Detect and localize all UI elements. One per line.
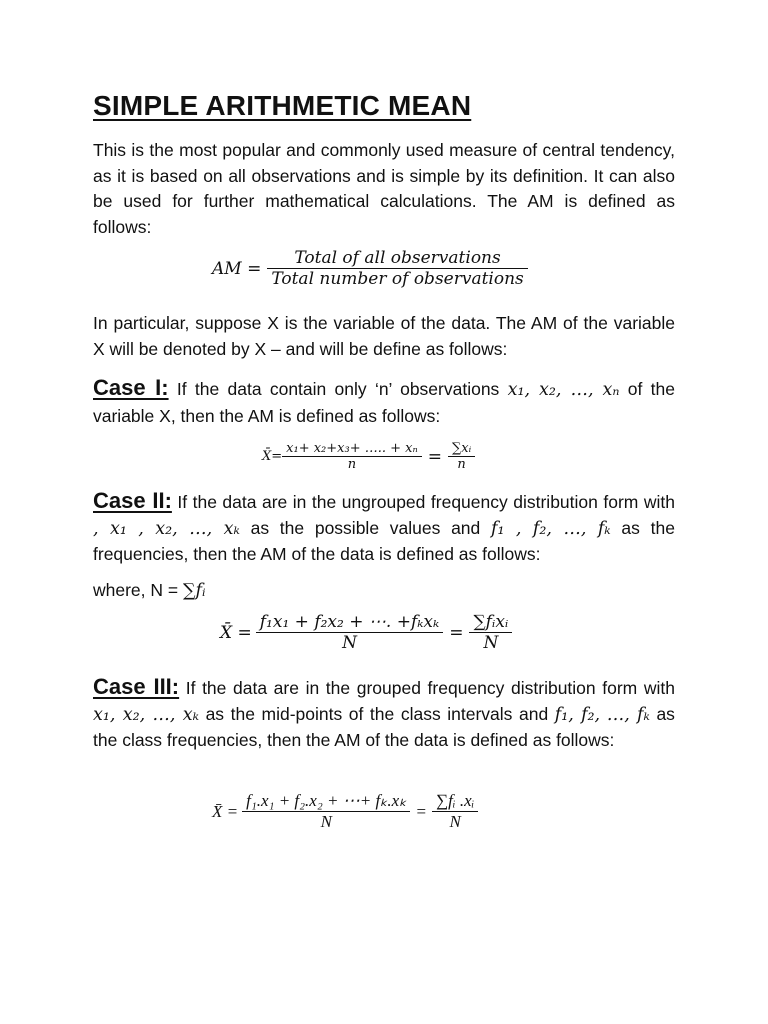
case3-vars-f2: …, fₖ	[606, 704, 650, 725]
case3-vars-f1: f₁, f₂,	[554, 704, 601, 725]
am-formula-numerator: Total of all observations	[294, 248, 501, 268]
case3-denominator-1: N	[320, 812, 332, 831]
case3-text-c: as the class frequencies, then the AM of the data is defined as follows:	[93, 703, 675, 750]
page-title: SIMPLE ARITHMETIC MEAN	[93, 90, 472, 121]
case2-formula-lhs: X̄ =	[220, 622, 252, 643]
am-formula-fraction	[267, 248, 527, 289]
case1-fraction-1	[282, 441, 422, 472]
case2-label: Case II:	[93, 488, 172, 513]
case2-numerator-2: ∑fᵢxᵢ	[473, 612, 509, 632]
case2-text-b: as the possible values and	[250, 517, 481, 538]
intro-paragraph: This is the most popular and commonly used measure of central tendency, as it is based on all observations and is simple by its definition. It can also be used for further mathematical calculations. The AM is defined as follows:	[93, 140, 675, 237]
case1-numerator-2: ∑xᵢ	[452, 441, 472, 456]
case2-denominator-1: N	[342, 633, 357, 653]
case3-numerator-1: f₁.x₁ + f₂.x₂ + ⋯+ fₖ.xₖ	[246, 791, 407, 810]
am-formula	[212, 248, 528, 289]
case2-denominator-2: N	[483, 633, 499, 653]
case3-numerator-2: ∑fᵢ .xᵢ	[436, 791, 475, 810]
case2-fraction-2	[469, 612, 512, 653]
case2-fraction-1	[256, 612, 443, 653]
case2-vars-f: f₁ , f₂, …, fₖ	[490, 518, 611, 539]
case1-text-a: If the data contain only ‘n’ observations	[176, 379, 500, 399]
case1-formula	[262, 441, 475, 472]
case2-numerator-1: f₁x₁ + f₂x₂ + ⋯. +fₖxₖ	[259, 612, 440, 632]
case3-fraction-2	[432, 791, 478, 832]
case1-numerator-1: x₁+ x₂+x₃+ ….. + xₙ	[286, 441, 418, 456]
am-formula-lhs: AM =	[212, 258, 262, 279]
case1-denominator-1: n	[347, 457, 357, 472]
case1-vars: x₁, x₂, …, xₙ	[507, 380, 620, 400]
case1-equals: =	[427, 446, 442, 467]
case3-denominator-2: N	[449, 812, 461, 831]
case3-label: Case III:	[93, 674, 180, 699]
case2-text-c: as the frequencies, then the AM of the data is defined as follows:	[93, 517, 675, 564]
case1-text-b: of the variable X, then the AM is defined as follows:	[93, 379, 675, 426]
case3-fraction-1	[242, 791, 410, 832]
case1-fraction-2	[448, 441, 475, 472]
case2-where-label: where, N =	[93, 580, 179, 600]
case3-text-b: as the mid-points of the class intervals and	[205, 703, 549, 724]
case1-denominator-2: n	[457, 457, 466, 472]
case2-where-expr: ∑fᵢ	[182, 581, 206, 601]
case3-text-a: If the data are in the grouped frequency distribution form with	[185, 678, 675, 698]
case2-vars-x: , x₁ , x₂, …, xₖ	[93, 518, 240, 539]
case2-text-a: If the data are in the ungrouped frequency distribution form with	[177, 492, 675, 512]
case1-paragraph	[93, 375, 675, 429]
case1-label: Case I:	[93, 375, 169, 400]
case2-where	[93, 578, 675, 605]
case3-paragraph	[93, 674, 675, 754]
case2-formula	[220, 612, 512, 653]
case1-formula-lhs: X̄=	[262, 449, 283, 464]
case3-formula	[212, 791, 478, 832]
case3-vars-x: x₁, x₂, …, xₖ	[93, 704, 199, 725]
particular-paragraph: In particular, suppose X is the variable of the data. The AM of the variable X will be denoted by X – and will be define as follows:	[93, 313, 675, 359]
case3-equals: =	[416, 801, 427, 821]
case2-paragraph	[93, 488, 675, 568]
case2-equals: =	[449, 622, 464, 643]
am-formula-denominator: Total number of observations	[271, 269, 524, 289]
case3-formula-lhs: X̄ =	[212, 801, 239, 821]
